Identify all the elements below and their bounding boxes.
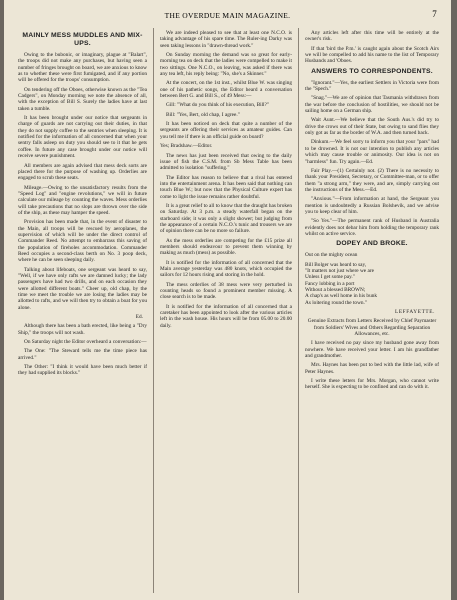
extract-paragraph: I write these letters for Mrs. Morgan, who cannot write herself. She is expecting to be confined and can do with it.	[305, 378, 439, 391]
answer-paragraph: "Anxious."—From information at hand, the Sergeant you mention is undoubtedly a Russian Bolshevik, and we advise you to keep clear of him.	[305, 196, 439, 215]
section-heading: ANSWERS TO CORRESPONDENTS.	[311, 67, 433, 75]
column-2	[160, 30, 292, 595]
poem-line: Out on the mighty ocean	[305, 252, 358, 259]
poem-line: Without a blessed BROWN;	[305, 287, 366, 293]
paragraph: It has been brought under our notice that sergeants in charge of guards are not carrying out their duties, in that they do not supply coffee to the sentries when sleeping. It is notified for the information of all concerned that when your sentry falls asleep on duty you should see to it that he gets coffee. In future any case brought under our notice will receive severe punishment.	[18, 115, 147, 160]
magazine-page	[4, 0, 451, 600]
paragraph: Mileage.—Owing to the unsatisfactory results from the "Speed Log" and "engine revolutions," we will in future calculate our mileage by counting the waves. Mess orderlies will take precautions that no slops are thrown over the side of the ship, as these may hamper the speed.	[18, 184, 147, 216]
article-heading: MAINLY MESS MUDDLES AND MIX-UPS.	[22, 32, 143, 47]
paragraph: We are indeed pleased to see that at least one N.C.O. is taking advantage of his spare time. The Ruler-ing Darky was seen taking lessons in "drawn-thread work."	[160, 30, 292, 49]
paragraph: Gill: "What do you think of his execution, Bill?"	[166, 102, 270, 109]
paragraph: It is a great relief to all to know that the draught has broken on Saturday. At 3 p.m. a steady waterfall began on the starboard side; it was only a slight shower; but judging from the appearance of a certain N.C.O.'s tunic and trousers we are of opinion there can be no more so failure.	[160, 202, 292, 235]
paragraph: All members are again advised that mess deck sorts are placed there for the purpose of washing up. Orderlies are engaged to scrub these seats.	[18, 162, 147, 182]
paragraph: It is notified for the information of all concerned that the Main average yesterday was 480 knots, which occupied the sailors for 12 hours rising and storing in the hold.	[160, 259, 292, 279]
paragraph: On tendering off the Oboes, otherwise known as the "Tea Cadgers", on Monday morning we note the absence of all, with the exception of Bill S. Surely the ladies have at last taken a tumble.	[18, 86, 147, 112]
column-3	[305, 30, 439, 595]
running-header	[4, 9, 451, 23]
paragraph: On Saturday night the Editor overheard a conversation:—	[24, 339, 147, 346]
poem-line: Unless I get some pay."	[305, 274, 355, 281]
answer-paragraph: "So Yes."—The permanent rank of Husband in Australia evidently does not debar him from holding the temporary rank whilst on active service.	[305, 218, 439, 237]
poem-line: Bill Bolger was heard to say,	[305, 261, 367, 268]
paragraph: Although there has been a bath erected, like being a "Dry Ship," the troops will not wash.	[18, 323, 147, 336]
paragraph: Talking about lifeboats, one sergeant was heard to say, "Well, if we have only rafts we are damned lucky; the lady passengers have had two drills, and on each occasion they were allotted different boats." Cheer up, old chap, by the time we meet the trouble we are losing the ladies may be allotted to rafts, and we will then try to obtain a boat for you alone.	[18, 266, 147, 311]
answer-paragraph: "Snag."—We are of opinion that Tasmania withdrawn from the war before the conclusion of hostilities, we should not be sailing home on a German ship.	[305, 95, 439, 115]
extract-paragraph: Mrs. Haynes has been put to bed with the little lad, wife of Peter Haynes.	[305, 362, 439, 375]
column-rule	[298, 28, 299, 593]
paragraph: It has been noticed on deck that quite a number of the sergeants are offering their services as amateur guides. Can you tell me if there is an official guide on board?	[160, 121, 292, 140]
editor-signature: Ed.	[135, 314, 143, 321]
paragraph: The One: "The Steward tells me the time piece has arrived."	[18, 348, 147, 361]
poem-heading: DOPEY AND BROKE.	[336, 240, 408, 248]
column-rule	[153, 28, 154, 593]
extract-paragraph: I have received no pay since my husband gone away from nowhere. We have received your letter. I am his grandfather and grandmother.	[305, 340, 439, 360]
paragraph: It is notified for the information of all concerned that a caretaker has been appointed to look after the various articles left in the wash house. His hours will be from 05.00 to 20.00 daily.	[160, 303, 292, 329]
paragraph: If that 'bird the P.m.' is caught again about the Scotch Airs we will be compelled to add his name to the list of Temporary Husbands and 'Oboes.	[305, 45, 439, 65]
answer-paragraph: Dinkum.—We feel sorry to inform you that your "pars" had to be drowned. It is not our intention to publish any articles which may cause trouble or animosity. Our idea is not on "harmless" fun. Try again.—Ed.	[305, 139, 439, 165]
paragraph: Owing to the bubonic, or imaginary, plague at "Balart", the troops did not make any purchases, but having seen a number of fringes brought on board, we are anxious to know as to whether these were first fumigated, and if any portion will be offered for the troops' consumption.	[18, 52, 147, 84]
paragraph: The Other: "I think it would have been much better if they had supplied its blocks."	[18, 364, 147, 377]
poem-line: Fancy lobbing in a port	[305, 280, 355, 287]
poem-signature: LEFFAYETTE.	[395, 309, 435, 316]
poem-line: "It matters not just where we are	[305, 267, 374, 274]
paragraph: As the mess orderlies are competing for the £15 prize all members should endeavour to prevent them winning by making as much (mess) as possible.	[160, 237, 292, 257]
paragraph: Bill: "Yes, Bert, old chap, I agree."	[166, 111, 240, 118]
poem-line: As loitering round the town."	[305, 299, 368, 306]
paragraph: Provision has been made that, in the event of disaster to the Main, all troops will be rescued by aeroplanes, the supervision of which will be under the direct control of Commander Reed. No attempt to embarrass this saving of the population of fireholes accommodation. Commander Reed occupies a second-class berth on No. 3 poop deck, where he can be seen sleeping daily.	[18, 219, 147, 264]
column-1	[18, 30, 147, 595]
paragraph: Any articles left after this time will be entirely at the owner's risk.	[305, 30, 439, 43]
answer-paragraph: "Ignorant."—Yes, the earliest Settlers in Victoria were from the "Spech."	[305, 79, 439, 93]
answer-paragraph: Fair Play.—(1) Certainly not. (2) There is no necessity to thank your President, Secretary, or Committee-man, or to offer them "a strong arm," they were, and are, simply carrying out the instructions of the Mess.—Ed.	[305, 167, 439, 193]
paragraph: At the concert, on the 1st inst., whilst Blue W. was singing one of his pathetic songs, the Editor heard a conversation between Bert G. and Bill S., of 49 Mess:—	[160, 80, 292, 100]
paragraph: The Editor has reason to believe that a rival has entered into the entertainment arena. It has been said that nothing can touch Blue W.; but now that the Physical Culture expert has come to light the issue remains rather doubtful.	[160, 174, 292, 200]
page-number: 7	[432, 9, 437, 19]
paragraph: Yes; Bradshaw.—Editor.	[160, 143, 213, 150]
paragraph: On Sunday morning the demand was so great for early-morning tea on deck that the ladies were compelled to make it two sittings. One N.C.O., on leaving, was asked if there was any tea left, his reply being: "No, she's a Skinner."	[160, 52, 292, 78]
paragraph: The mess orderlies of 38 mess were very perturbed in counting heads so found a prominent member missing. A close search is to be made.	[160, 281, 292, 301]
extracts-title: Genuine Extracts from Letters Received by Chief Paymaster from Soldiers' Wives and Others Regarding Separation Allowances, etc.	[307, 318, 437, 338]
answer-paragraph: Wait Aunt.—We believe that the South Aus.'s did try to drive the crows out of their State, but owing to sand flies they only got as far as the border of W.A. and then turned back.	[305, 117, 439, 137]
poem-line: A chap's as well home in his bunk	[305, 293, 378, 300]
paragraph: The news has just been received that owing to the daily issue of fish the C.S.M. from Sb Mess Table has been admitted to isolation "suffering."	[160, 152, 292, 172]
magazine-title: THE OVERDUE MAIN MAGAZINE.	[164, 11, 291, 20]
